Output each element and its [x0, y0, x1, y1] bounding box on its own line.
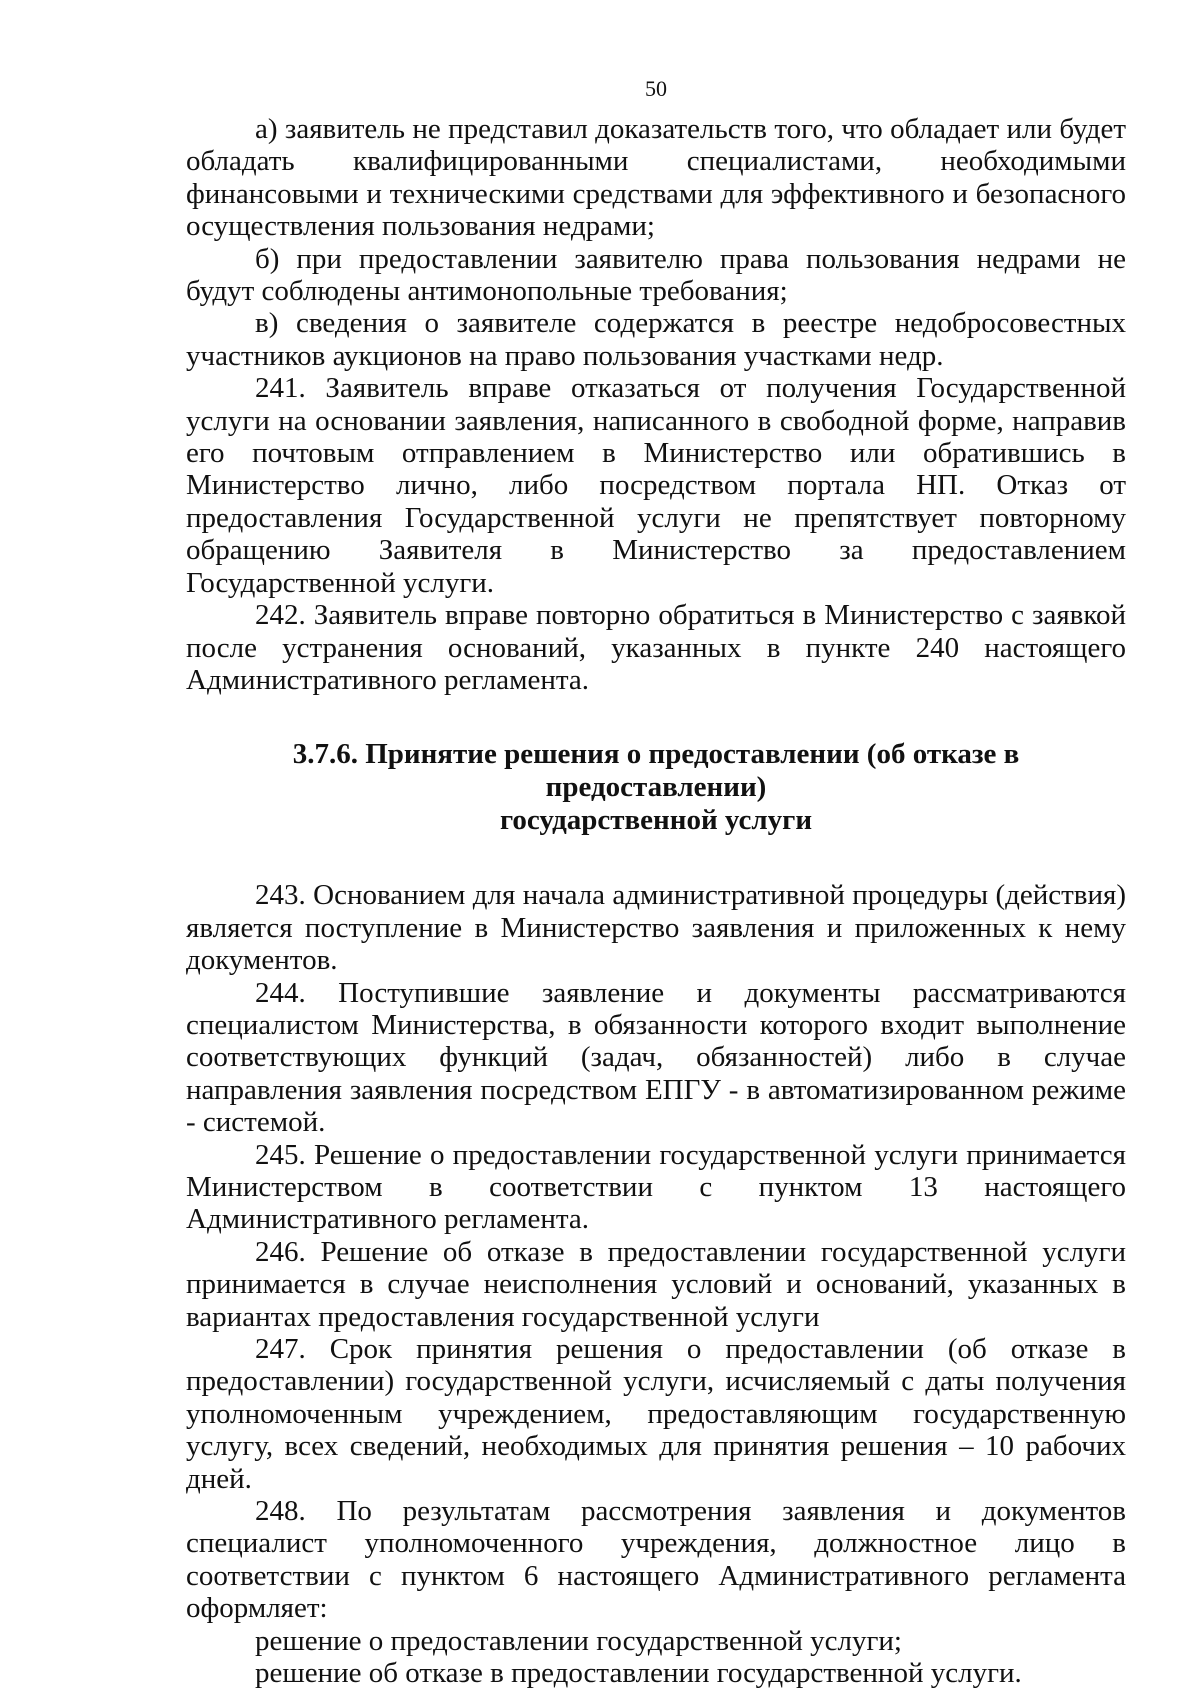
list-item: решение об отказе в предоставлении государственной услуги. — [255, 1657, 1022, 1690]
paragraph-item-a: а) заявитель не представил доказательств того, что обладает или будет обладать квалифицированными специалистами, необходимыми финансовыми и техническими средствами для эффективного и безопасного осуществления пользования недрами; — [186, 113, 1126, 243]
paragraph-item-v: в) сведения о заявителе содержатся в реестре недобросовестных участников аукционов на право пользования участками недр. — [186, 307, 1126, 372]
paragraph-248: 248. По результатам рассмотрения заявления и документов специалист уполномоченного учреждения, должностное лицо в соответствии с пунктом 6 настоящего Административного регламента оформляет: — [186, 1495, 1126, 1625]
paragraph-244: 244. Поступившие заявление и документы рассматриваются специалистом Министерства, в обязанности которого входит выполнение соответствующих функций (задач, обязанностей) либо в случае направления заявления посредством ЕПГУ - в автоматизированном режиме - системой. — [186, 976, 1126, 1139]
paragraph-243: 243. Основанием для начала административной процедуры (действия) является поступление в Министерство заявления и приложенных к нему документов. — [186, 879, 1126, 977]
paragraph-245: 245. Решение о предоставлении государственной услуги принимается Министерством в соответствии с пунктом 13 настоящего Административного регламента. — [186, 1138, 1126, 1236]
section-heading-line-2: государственной услуги — [499, 804, 813, 837]
paragraph-item-b: б) при предоставлении заявителю права пользования недрами не будут соблюдены антимонопольные требования; — [186, 242, 1126, 308]
document-page — [186, 70, 1126, 1689]
paragraph-241: 241. Заявитель вправе отказаться от получения Государственной услуги на основании заявления, написанного в свободной форме, направив его почтовым отправлением в Министерство или обратившись в Министерство лично, либо посредством портала НП. Отказ от предоставления Государственной услуги не препятствует повторному обращению Заявителя в Министерство за предоставлением Государственной услуги. — [186, 372, 1126, 599]
list-item: решение о предоставлении государственной услуги; — [255, 1624, 902, 1657]
section-heading-line-1: 3.7.6. Принятие решения о предоставлении (об отказе в предоставлении) — [292, 738, 1020, 804]
page-number: 50 — [645, 76, 667, 101]
paragraph-242: 242. Заявитель вправе повторно обратиться в Министерство с заявкой после устранения оснований, указанных в пункте 240 настоящего Административного регламента. — [186, 599, 1126, 696]
section-heading — [186, 738, 1126, 837]
paragraph-246: 246. Решение об отказе в предоставлении государственной услуги принимается в случае неисполнения условий и оснований, указанных в вариантах предоставления государственной услуги — [186, 1235, 1126, 1333]
paragraph-247: 247. Срок принятия решения о предоставлении (об отказе в предоставлении) государственной услуги, исчисляемый с даты получения уполномоченным учреждением, предоставляющим государственную услугу, всех сведений, необходимых для принятия решения – 10 рабочих дней. — [186, 1333, 1126, 1495]
